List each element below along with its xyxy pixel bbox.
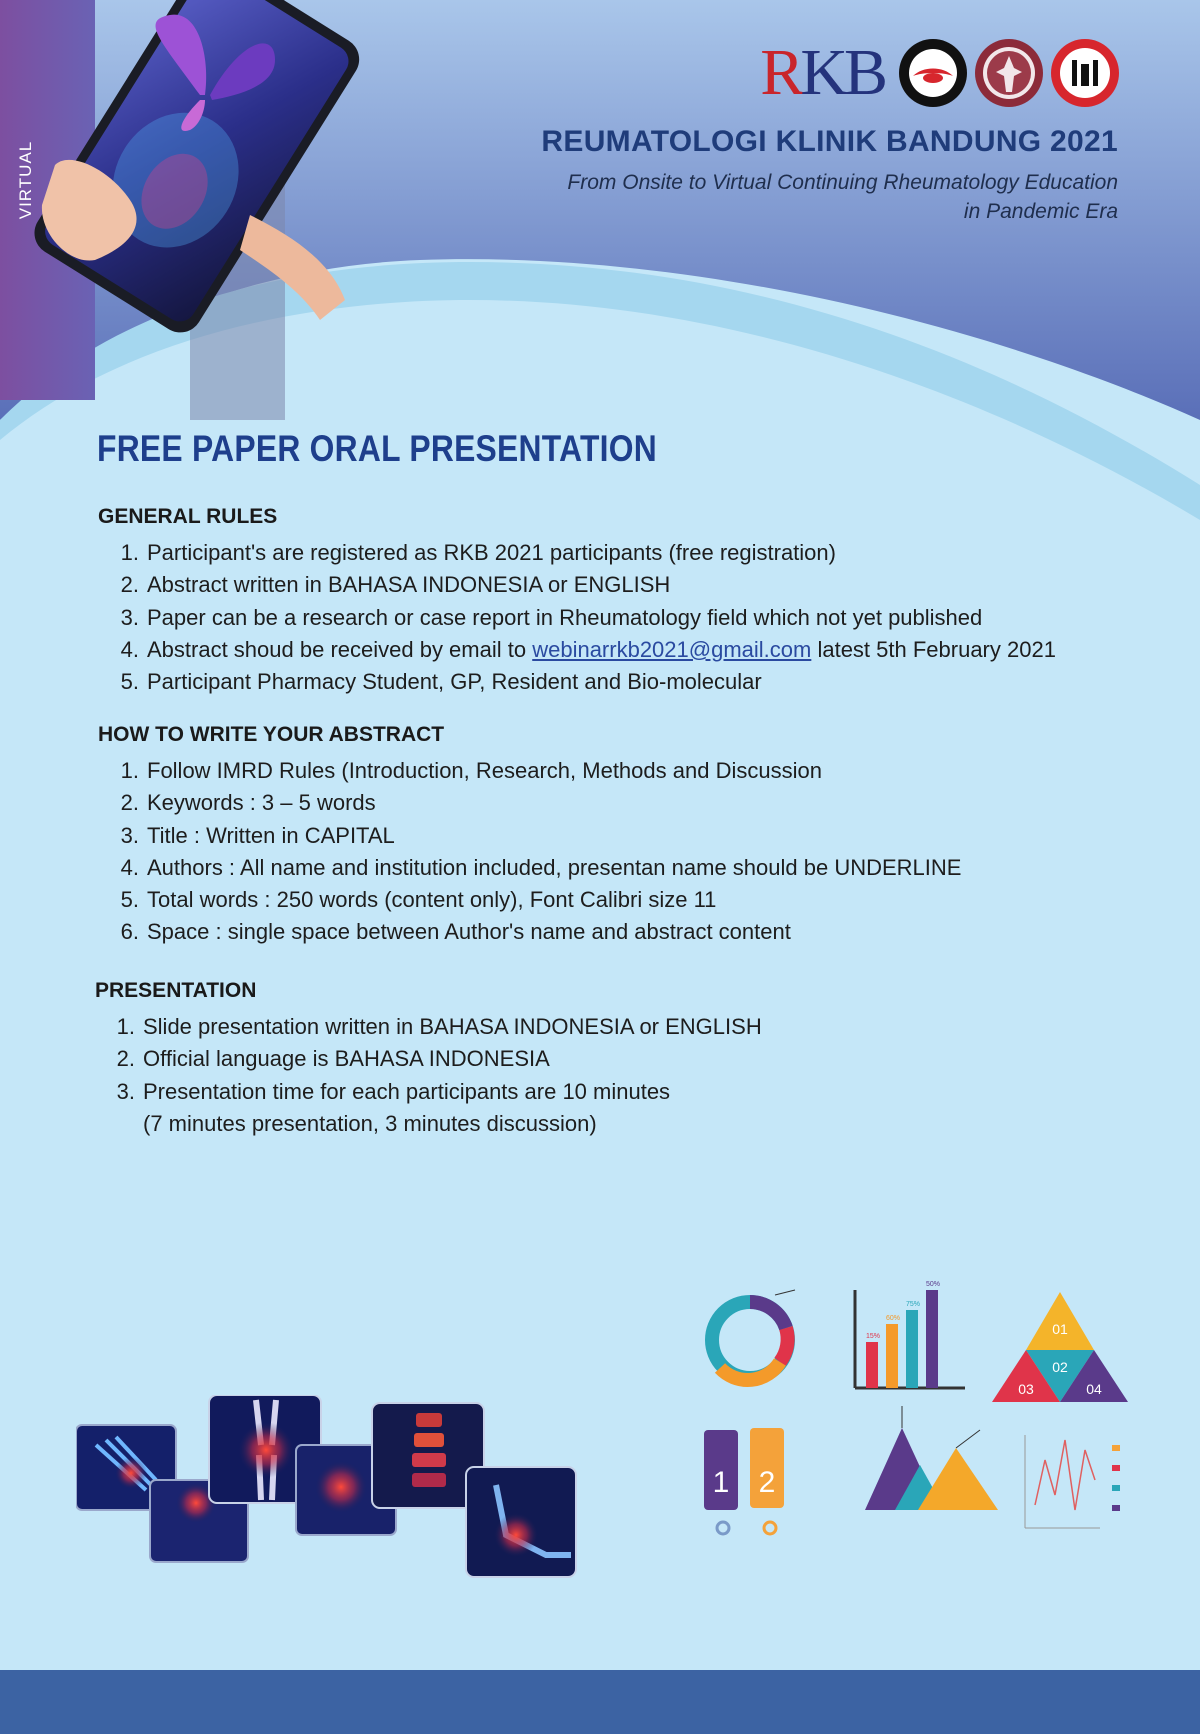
abstract-rules-list [114,755,961,949]
card-label-1: 1 [712,1466,730,1499]
phone-butterfly-illustration [0,0,400,350]
list-item [114,820,961,852]
bar-label-1: 15% [866,1333,881,1340]
idi-logo-icon [1050,38,1120,108]
sponsor-logos [760,38,1120,108]
event-title: REUMATOLOGI KLINIK BANDUNG 2021 [541,125,1118,158]
list-item [114,884,961,916]
event-subtitle-line-1: From Onsite to Virtual Continuing Rheumatology Education [567,171,1118,194]
list-item [114,537,1056,569]
joint-xray-collage [76,1395,586,1585]
footer-bar [0,1670,1200,1734]
item-text: Participant Pharmacy Student, GP, Resident and Bio-molecular [147,669,762,695]
list-item [110,1043,762,1075]
triangle-label-1: 01 [1052,1321,1068,1337]
list-item [110,1076,762,1108]
item-number: 4. [120,854,139,880]
presentation-rules-section [95,979,762,1140]
item-number: 5. [120,669,139,695]
general-rules-heading: GENERAL RULES [98,505,278,528]
rkb-logo [760,36,884,109]
item-number: 5. [120,887,139,913]
list-item [114,666,1056,698]
triangle-diagram-icon [992,1292,1128,1402]
mountain-chart-icon [865,1406,998,1510]
donut-chart-icon [712,1290,795,1380]
list-item [110,1011,762,1043]
item-number: 2. [116,1046,135,1072]
item-number: 4. [120,636,139,662]
presentation-rules-heading: PRESENTATION [95,979,257,1002]
item-number: 1. [116,1014,135,1039]
event-subtitle [418,168,1118,226]
item-text: Total words : 250 words (content only), Font Calibri size 11 [147,887,717,913]
rkb-logo-r: R [760,36,801,109]
item-text: Slide presentation written in BAHASA INDONESIA or ENGLISH [143,1014,762,1039]
card-label-2: 2 [758,1466,776,1499]
item-text: (7 minutes presentation, 3 minutes discussion) [143,1110,597,1136]
line-chart-icon [1025,1435,1120,1528]
presentation-rules-list [110,1011,762,1140]
item-text: Title : Written in CAPITAL [147,822,395,848]
item-text: Authors : All name and institution included, presentan name should be UNDERLINE [147,854,962,880]
item-number: 1. [120,540,139,565]
email-link[interactable]: webinarrkb2021@gmail.com [532,636,812,662]
list-item [114,755,961,787]
foot-xray-image [466,1467,576,1577]
abstract-rules-section [98,723,961,949]
item-text-after: latest 5th February 2021 [811,636,1056,662]
item-number: 3. [120,604,139,630]
infographic-illustrations [680,1280,1150,1570]
virtual-side-tag: VIRTUAL [16,140,35,220]
triangle-label-4: 04 [1086,1381,1102,1397]
rkb-logo-kb: KB [800,36,884,109]
bar-chart-icon [855,1281,965,1388]
item-text: Abstract shoud be received by email to [147,636,533,662]
item-number: 2. [120,790,139,816]
rheumatology-society-logo-icon [898,38,968,108]
list-item [114,787,961,819]
list-item [114,602,1056,634]
item-number: 2. [120,572,139,598]
item-text: Participant's are registered as RKB 2021 participants (free registration) [147,540,836,565]
item-number: 3. [116,1078,135,1104]
event-subtitle-line-2: in Pandemic Era [963,200,1118,223]
item-text: Paper can be a research or case report in Rheumatology field which not yet published [147,604,983,630]
list-item [114,852,961,884]
item-text: Presentation time for each participants are 10 minutes [143,1078,671,1104]
triangle-label-3: 03 [1018,1381,1034,1397]
triangle-label-2: 02 [1052,1359,1068,1375]
bar-label-3: 75% [906,1301,921,1308]
list-item [114,916,961,948]
item-number: 6. [120,919,139,945]
medical-faculty-logo-icon [974,38,1044,108]
bar-label-2: 60% [886,1315,901,1322]
list-item-continuation [110,1108,762,1140]
item-number: 1. [120,758,139,783]
item-number: 3. [120,822,139,848]
abstract-rules-heading: HOW TO WRITE YOUR ABSTRACT [98,723,445,746]
item-text: Official language is BAHASA INDONESIA [143,1046,550,1072]
item-text: Keywords : 3 – 5 words [147,790,376,816]
step-cards-icon [704,1428,784,1534]
list-item [114,634,1056,666]
item-text: Abstract written in BAHASA INDONESIA or ENGLISH [147,572,671,598]
general-rules-list [114,537,1056,698]
bar-label-4: 50% [926,1281,941,1288]
list-item [114,569,1056,601]
item-text: Follow IMRD Rules (Introduction, Research, Methods and Discussion [147,758,822,783]
item-text: Space : single space between Author's name and abstract content [147,919,791,945]
page-title: FREE PAPER ORAL PRESENTATION [97,428,658,469]
general-rules-section [98,505,1056,698]
